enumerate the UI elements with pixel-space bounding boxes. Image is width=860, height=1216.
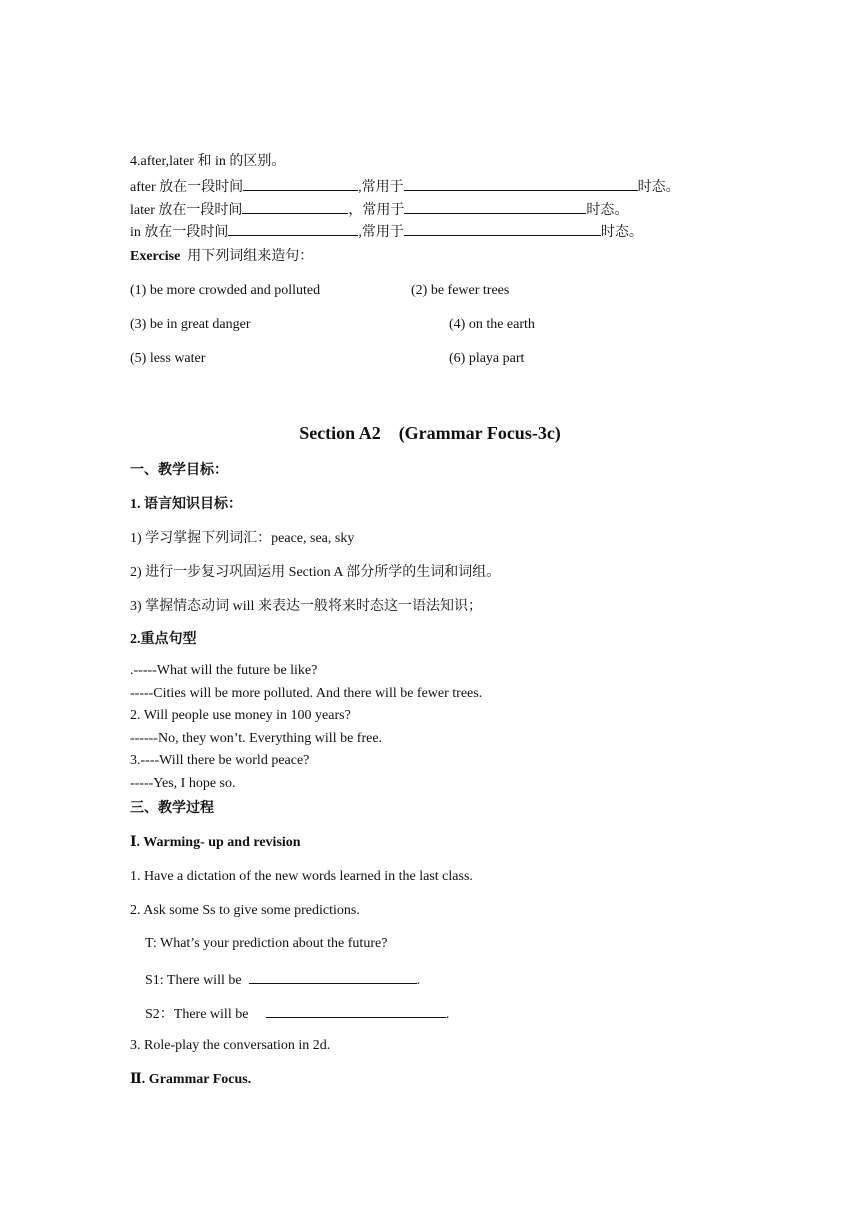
exercise-label: Exercise <box>130 249 181 264</box>
fill-blank[interactable] <box>249 969 417 984</box>
row-end: 时态。 <box>586 203 629 218</box>
key-sentence: ------No, they won’t. Everything will be free. <box>130 731 383 746</box>
key-sentence: .-----What will the future be like? <box>130 663 318 678</box>
process-step: 1. Have a dictation of the new words learned in the last class. <box>130 869 473 884</box>
key-sentence: 3.----Will there be world peace? <box>130 753 310 768</box>
row-lead: after 放在一段时间 <box>130 180 244 195</box>
exercise-instruction: 用下列词组来造句： <box>187 249 314 264</box>
item4-row-after <box>130 176 680 197</box>
row-end: 时态。 <box>637 180 680 195</box>
fill-blank[interactable] <box>228 221 358 236</box>
fill-blank[interactable] <box>404 221 601 236</box>
row-lead: later 放在一段时间 <box>130 203 243 218</box>
key-sentence: 2. Will people use money in 100 years? <box>130 708 351 723</box>
dialogue-teacher: T: What’s your prediction about the future? <box>145 936 388 951</box>
exercise-item: (4) on the earth <box>449 317 535 332</box>
objective-point: 2) 进行一步复习巩固运用 Section A 部分所学的生词和词组。 <box>130 565 501 580</box>
process-step: 2. Ask some Ss to give some predictions. <box>130 903 360 918</box>
item4-title: 4.after,later 和 in 的区别。 <box>130 154 286 169</box>
fill-blank[interactable] <box>404 199 586 214</box>
key-sentence: -----Yes, I hope so. <box>130 776 236 791</box>
dialogue-student1: S1: There will be . <box>145 969 420 990</box>
dialogue-text: S2：There will be <box>145 1007 249 1022</box>
fill-blank[interactable] <box>242 199 348 214</box>
objectives-sub1: 1. 语言知识目标： <box>130 497 242 512</box>
key-sentence: -----Cities will be more polluted. And there will be fewer trees. <box>130 686 483 701</box>
exercise-heading <box>130 248 313 266</box>
dialogue-student2: S2：There will be . <box>145 1003 449 1024</box>
objective-point: 1) 学习掌握下列词汇：peace, sea, sky <box>130 531 355 546</box>
fill-blank[interactable] <box>243 176 358 191</box>
exercise-item: (1) be more crowded and polluted <box>130 283 321 298</box>
objectives-heading: 一、教学目标： <box>130 463 228 478</box>
section-title: Section A2 (Grammar Focus-3c) <box>299 423 561 443</box>
dialogue-text: S1: There will be <box>145 973 242 988</box>
exercise-item: (5) less water <box>130 351 206 366</box>
fill-blank[interactable] <box>404 176 638 191</box>
row-lead: in 放在一段时间 <box>130 225 229 240</box>
row-mid: ,常用于 <box>358 180 404 195</box>
item4-row-in <box>130 221 643 242</box>
fill-blank[interactable] <box>266 1003 446 1018</box>
process-step: 3. Role-play the conversation in 2d. <box>130 1038 331 1053</box>
row-mid: ，常用于 <box>348 203 405 218</box>
process-part2: Ⅱ. Grammar Focus. <box>130 1072 252 1087</box>
process-part1: Ⅰ. Warming- up and revision <box>130 835 301 850</box>
exercise-item: (3) be in great danger <box>130 317 251 332</box>
process-heading: 三、教学过程 <box>130 801 214 816</box>
row-mid: ,常用于 <box>358 225 404 240</box>
objective-point: 3) 掌握情态动词 will 来表达一般将来时态这一语法知识； <box>130 599 482 614</box>
exercise-item: (6) playa part <box>449 351 525 366</box>
item4-row-later <box>130 199 628 220</box>
exercise-item: (2) be fewer trees <box>411 283 510 298</box>
objectives-sub2: 2.重点句型 <box>130 632 197 647</box>
row-end: 时态。 <box>600 225 643 240</box>
